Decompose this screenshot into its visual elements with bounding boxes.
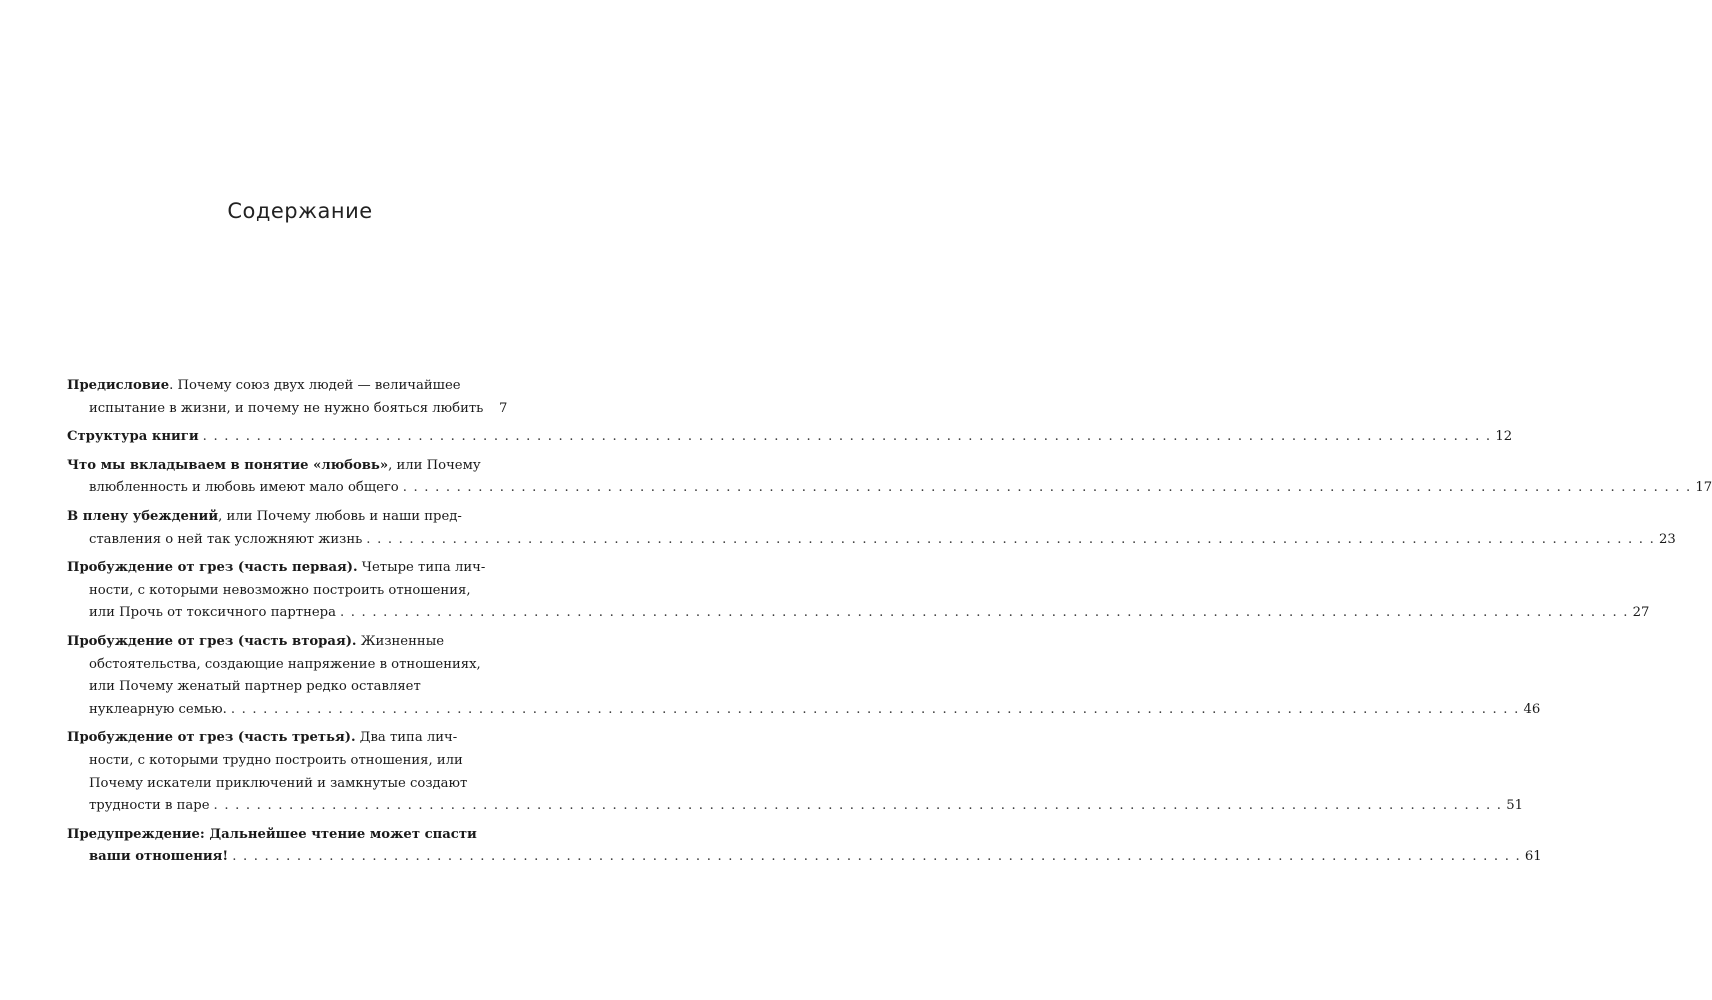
toc-entry-awakening-1 [67, 557, 1650, 625]
page-number: 7 [498, 400, 508, 416]
leader-dots: . . . . . . . . . . . . . . . . . . . . . . . . . . . . . . . . . . . . . . . . . . . . . . . . . . . . . . . . . . . . . . . . . . . . . . . . . . . . . . . . . . . . . . . . . . . . . . . . . . . . . . . . . . . . . . . . . . . . . . . . [402, 480, 1692, 496]
page-number: 61 [1524, 849, 1542, 865]
toc-line [67, 398, 508, 421]
page-number: 46 [1523, 701, 1541, 717]
toc-entry-text: ности, с которыми невозможно построить отношения, [89, 582, 471, 598]
page-title: Содержание [227, 199, 373, 223]
toc-entry-text: Четыре типа лич- [357, 560, 486, 576]
toc-entry-heading: Что мы вкладываем в понятие «любовь» [67, 457, 389, 473]
toc-line [67, 846, 1542, 869]
toc-entry-heading: Предупреждение: Дальнейшее чтение может спасти [67, 826, 477, 842]
leader-dots: . . . . . . . . . . . . . . . . . . . . . . . . . . . . . . . . . . . . . . . . . . . . . . . . . . . . . . . . . . . . . . . . . . . . . . . . . . . . . . . . . . . . . . . . . . . . . . . . . . . . . . . . . . . . . . . . . . . . . . . . [230, 701, 1520, 717]
page-number: 27 [1632, 605, 1650, 621]
toc-entry-heading: Пробуждение от грез (часть вторая). [67, 633, 357, 649]
toc-entry-text: , или Почему любовь и наши пред- [218, 508, 462, 524]
toc-line [67, 824, 499, 847]
page-number: 17 [1695, 480, 1712, 496]
toc-entry-heading: Пробуждение от грез (часть третья). [67, 730, 356, 746]
toc-line [67, 529, 1676, 552]
toc-entry-preface [67, 375, 508, 420]
toc-entry-text: Почему искатели приключений и замкнутые создают [89, 775, 468, 791]
leader-dots: . . . . . . . . . . . . . . . . . . . . . . . . . . . . . . . . . . . . . . . . . . . . . . . . . . . . . . . . . . . . . . . . . . . . . . . . . . . . . . . . . . . . . . . . . . . . . . . . . . . . . . . . . . . . . . . . . . . . . . . . [202, 429, 1492, 445]
toc-line [67, 795, 1523, 818]
table-of-contents [67, 375, 1712, 875]
toc-entry-text: ности, с которыми трудно построить отношения, или [89, 752, 463, 768]
toc-entry-heading: Пробуждение от грез (часть первая). [67, 560, 358, 576]
toc-entry-heading: Структура книги [67, 429, 199, 445]
toc-line [67, 602, 1650, 625]
leader-dots: . . . . . . . . . . . . . . . . . . . . . . . . . . . . . . . . . . . . . . . . . . . . . . . . . . . . . . . . . . . . . . . . . . . . . . . . . . . . . . . . . . . . . . . . . . . . . . . . . . . . . . . . . . . . . . . . . . . . . . . . [213, 798, 1503, 814]
toc-entry-text: Жизненные [356, 633, 444, 649]
toc-line [67, 654, 499, 677]
toc-entry-text: ставления о ней так усложняют жизнь [89, 531, 363, 547]
toc-line [67, 506, 499, 529]
toc-entry-heading-cont: ваши отношения! [89, 849, 229, 865]
page-number: 12 [1495, 429, 1513, 445]
toc-line [67, 426, 1513, 449]
toc-entry-text: трудности в паре [89, 798, 210, 814]
toc-entry-heading: Предисловие [67, 378, 170, 393]
toc-line [67, 580, 499, 603]
leader-dots: . . . . . . . . . . . . . . . . . . . . . . . . . . . . . . . . . . . . . . . . . . . . . . . . . . . . . . . . . . . . . . . . . . . . . . . . . . . . . . . . . . . . . . . . . . . . . . . . . . . . . . . . . . . . . . . . . . . . . . . . [339, 605, 1629, 621]
toc-entry-awakening-2 [67, 631, 1541, 721]
toc-entry-text: нуклеарную семью. [89, 701, 227, 717]
page-number: 23 [1658, 531, 1676, 547]
toc-entry-text: влюбленность и любовь имеют мало общего [89, 480, 399, 496]
toc-entry-heading: В плену убеждений [67, 508, 219, 524]
toc-entry-awakening-3 [67, 727, 1523, 817]
toc-line [67, 750, 499, 773]
toc-line [67, 557, 499, 580]
toc-line [67, 699, 1541, 722]
toc-line [67, 727, 499, 750]
toc-line [67, 477, 1712, 500]
page-number: 51 [1506, 798, 1523, 814]
toc-entry-structure [67, 426, 1513, 449]
toc-line [67, 631, 499, 654]
toc-entry-love [67, 455, 1712, 500]
toc-entry-text: или Прочь от токсичного партнера [89, 605, 336, 621]
toc-entry-warning [67, 824, 1542, 869]
toc-line [67, 773, 499, 796]
leader-dots: . . . . . . . . . . . . . . . . . . . . . . . . . . . . . . . . . . . . . . . . . . . . . . . . . . . . . . . . . . . . . . . . . . . . . . . . . . . . . . . . . . . . . . . . . . . . . . . . . . . . . . . . . . . . . . . . . . . . . . . . [366, 531, 1655, 547]
toc-entry-text: , или Почему [388, 457, 481, 473]
toc-line [67, 455, 499, 478]
toc-line [67, 676, 499, 699]
toc-entry-text: испытание в жизни, и почему не нужно бояться любить [89, 400, 484, 416]
toc-entry-beliefs [67, 506, 1676, 551]
leader-dots: . . . . . . . . . . . . . . . . . . . . . . . . . . . . . . . . . . . . . . . . . . . . . . . . . . . . . . . . . . . . . . . . . . . . . . . . . . . . . . . . . . . . . . . . . . . . . . . . . . . . . . . . . . . . . . . . . . . . . . . . [232, 849, 1521, 865]
toc-entry-text: . Почему союз двух людей — величайшее [169, 378, 461, 393]
toc-entry-text: Два типа лич- [355, 730, 458, 746]
toc-line [67, 375, 499, 398]
toc-entry-text: или Почему женатый партнер редко оставляет [89, 679, 421, 695]
toc-entry-text: обстоятельства, создающие напряжение в отношениях, [89, 656, 481, 672]
